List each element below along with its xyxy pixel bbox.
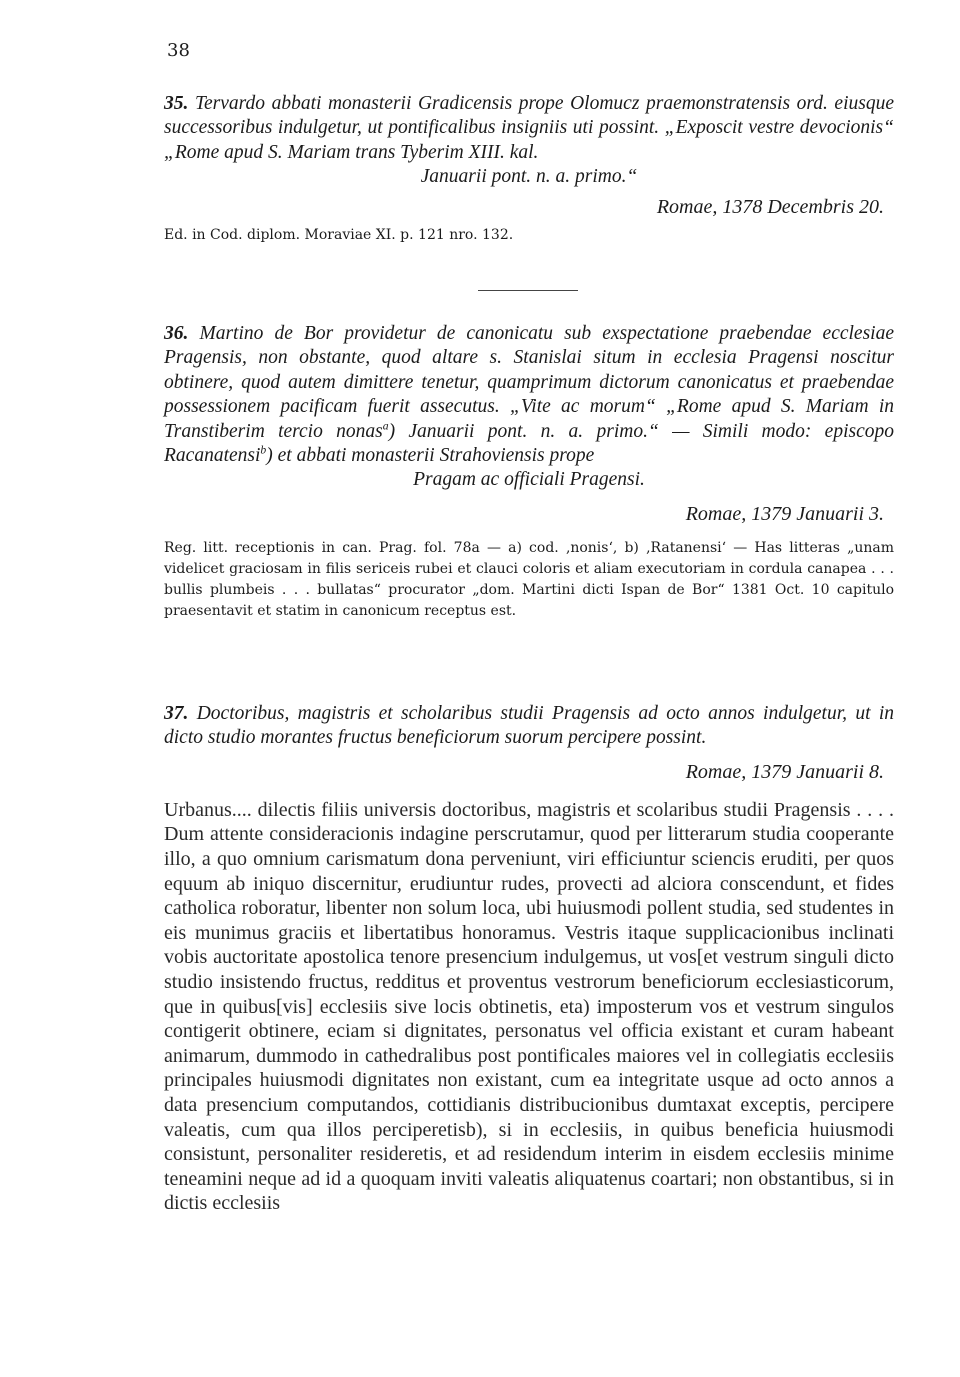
entry-35 bbox=[164, 92, 894, 246]
entry-date: Romae, 1378 Decembris 20. bbox=[656, 195, 884, 218]
entry-heading-center: Pragam ac officiali Pragensi. bbox=[413, 469, 645, 491]
entry-heading-text: Doctoribus, magistris et scholaribus studii Pragensis ad octo annos indulgetur, ut in dicto studio morantes fructus beneficiorum suorum percipere possint. bbox=[164, 703, 895, 749]
entry-number: 37. bbox=[164, 703, 189, 724]
entry-heading-center: Januarii pont. n. a. primo.“ bbox=[420, 166, 638, 188]
entry-body-text: Urbanus.... dilectis filiis universis doctoribus, magistris et scolaribus studii Pragensis . . . . Dum attente consideracionis indagine perscrutamur, quod per litterarum studia cooperante illo, a quo omnium carismatum dona perveniunt, viri efficiuntur sciencis eruditi, per quos equum ab iniquo discernitur, erudiuntur rudes, provecti ad alciora conscendunt, et fides catholica roboratur, libenter non solum loca, ubi huiusmodi pollent studia, sed studentes in eis munimus graciis et libertatibus honoramus. Vestris itaque supplicacionibus inclinati vobis auctoritate apostolica tenore presencium indulgemus, ut vos[et vestrum singuli dicto studio insistendo fructus, redditus et proventus vestrorum beneficiorum ecclesiasticorum, que in quibus[vis] ecclesiis sive locis obtinetis, eta) imposterum vos et vestrum singulos contigerit obtinere, eciam si dignitates, personatus vel officia existant et curam habeant animarum, dummodo in cathedralibus post pontificales maiores vel in collegiatis ecclesiis principales huiusmodi dignitates non existant, cum ea integritate usque ad octo annos a data presencium computandos, cottidianis distribucionibus dumtaxat exceptis, percipere valeatis, cum qua illos perciperetisb), si in ecclesiis, in quibus beneficia huiusmodi consistunt, personaliter resideretis, et ad residendum interim in eisdem ecclesiis minime teneamini neque ad id a quoquam inviti valeatis aliquatenus coartari; non obstantibus, si in dictis ecclesiis bbox=[164, 798, 894, 1215]
entry-heading bbox=[164, 702, 894, 751]
entry-37 bbox=[164, 702, 894, 1216]
footnote-marker-b: b bbox=[260, 443, 267, 457]
entry-note: Ed. in Cod. diplom. Moraviae XI. p. 121 nro. 132. bbox=[164, 226, 514, 243]
footnote-marker-a: a bbox=[382, 419, 389, 433]
page-number: 38 bbox=[167, 40, 190, 61]
entry-note: Reg. litt. receptionis in can. Prag. fol. 78a — a) cod. ‚nonis‘, b) ‚Ratanensi‘ — Has litteras „unam videlicet graciosam in filis sericeis rubei et clauci coloris et aliam executoriam in cordula canapea . . . bullis plumbeis . . . bullatas“ procurator „dom. Martini dicti Ispan de Bor“ 1381 Oct. 10 capitulo praesentavit et statim in canonicum receptus est. bbox=[164, 539, 894, 619]
entry-heading-text: Tervardo abbati monasterii Gradicensis prope Olomucz praemonstratensis ord. eiusque successoribus indulgetur, ut pontificalibus insigniis uti possint. „Exposcit vestre devocionis“ „Rome apud S. Mariam trans Tyberim XIII. kal. bbox=[164, 93, 894, 163]
entry-36 bbox=[164, 322, 894, 622]
entry-heading bbox=[164, 92, 894, 190]
entry-date: Romae, 1379 Januarii 3. bbox=[685, 502, 884, 525]
separator-rule bbox=[478, 290, 578, 291]
entry-heading-text: Martino de Bor providetur de canonicatu sub exspectatione praebendae ecclesiae Pragensis, non obstante, quod altare s. Stanislai situm in ecclesia Pragensi noscitur obtinere, quod autem dimittere tenetur, quamprimum dictorum canonicatus et praebendae possessionem pacificam fuerit assecutus. „Vite ac morum“ „Rome apud S. Mariam in Transtiberim tercio nonas bbox=[164, 323, 895, 442]
entry-number: 35. bbox=[164, 93, 189, 114]
entry-number: 36. bbox=[164, 323, 189, 344]
entry-heading-text-c: ) et abbati monasterii Strahoviensis prope bbox=[266, 445, 595, 467]
entry-heading-text-b: ) Januarii pont. n. a. primo.“ — Simili modo: episcopo Racanatensi bbox=[164, 420, 895, 467]
entry-heading bbox=[164, 322, 894, 493]
entry-date: Romae, 1379 Januarii 8. bbox=[685, 760, 884, 783]
